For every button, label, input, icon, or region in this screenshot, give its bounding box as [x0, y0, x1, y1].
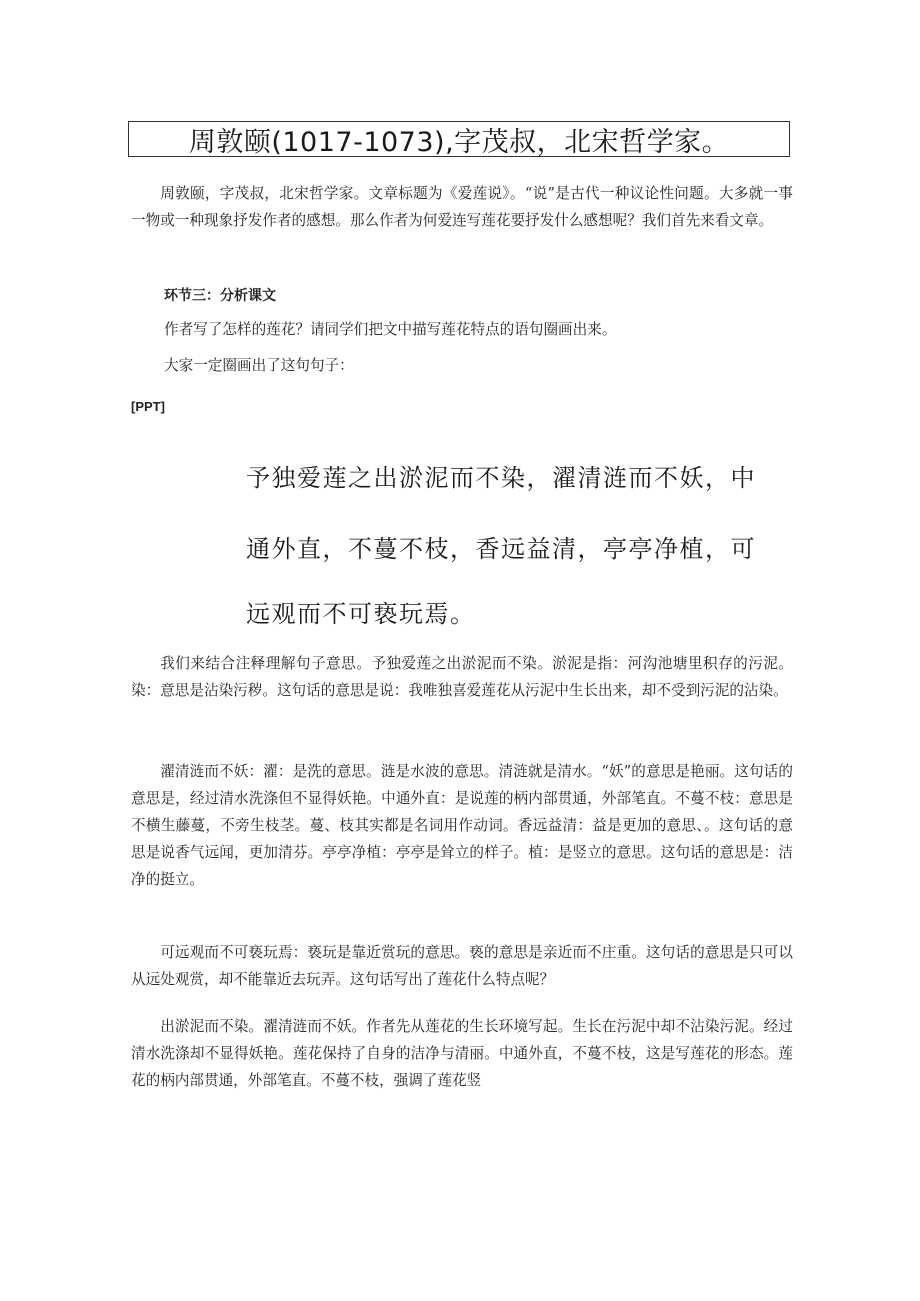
section-heading: 环节三：分析课文 [164, 288, 276, 304]
paragraph-3: 可远观而不可亵玩焉：亵玩是靠近赏玩的意思。亵的意思是亲近而不庄重。这句话的意思是只可以从远处观赏，却不能靠近去玩弄。这句话写出了莲花什么特点呢？ [131, 944, 793, 988]
paragraph-2: 濯清涟而不妖：濯：是洗的意思。涟是水波的意思。清涟就是清水。“妖”的意思是艳丽。这句话的意思是，经过清水洗涤但不显得妖艳。中通外直：是说莲的柄内部贯通，外部笔直。不蔓不枝：意思是不横生藤蔓，不旁生枝茎。蔓、枝其实都是名词用作动词。香远益清：益是更加的意思、。这句话的意思是说香气远闻，更加清芬。亭亭净植：亭亭是耸立的样子。植：是竖立的意思。这句话的意思是：洁净的挺立。 [131, 763, 793, 888]
prompt-text: 大家一定圈画出了这句句子： [164, 357, 354, 374]
page-title: 周敦颐(1017-1073),字茂叔，北宋哲学家。 [188, 126, 730, 158]
title-box [128, 121, 790, 157]
intro-paragraph: 周敦颐，字茂叔，北宋哲学家。文章标题为《爱莲说》。“说”是古代一种议论性问题。大多就一事一物或一种现象抒发作者的感想。那么作者为何爱连写莲花要抒发什么感想呢？我们首先来看文章。 [131, 185, 793, 229]
ppt-label: [PPT] [131, 399, 165, 414]
paragraph-4: 出淤泥而不染。濯清涟而不妖。作者先从莲花的生长环境写起。生长在污泥中却不沾染污泥。经过清水洗涤却不显得妖艳。莲花保持了自身的洁净与清丽。中通外直，不蔓不枝，这是写莲花的形态。莲花的柄内部贯通，外部笔直。不蔓不枝，强调了莲花竖 [131, 1018, 793, 1089]
quote-line-3: 远观而不可亵玩焉。 [246, 600, 476, 628]
question-text: 作者写了怎样的莲花？请同学们把文中描写莲花特点的语句圈画出来。 [164, 321, 617, 338]
paragraph-1: 我们来结合注释理解句子意思。予独爱莲之出淤泥而不染。淤泥是指：河沟池塘里积存的污泥。染：意思是沾染污秽。这句话的意思是说：我唯独喜爱莲花从污泥中生长出来，却不受到污泥的沾染。 [131, 655, 793, 699]
quote-line-1: 予独爱莲之出淤泥而不染，濯清涟而不妖，中 [246, 464, 756, 492]
quote-line-2: 通外直，不蔓不枝，香远益清，亭亭净植，可 [246, 535, 756, 563]
